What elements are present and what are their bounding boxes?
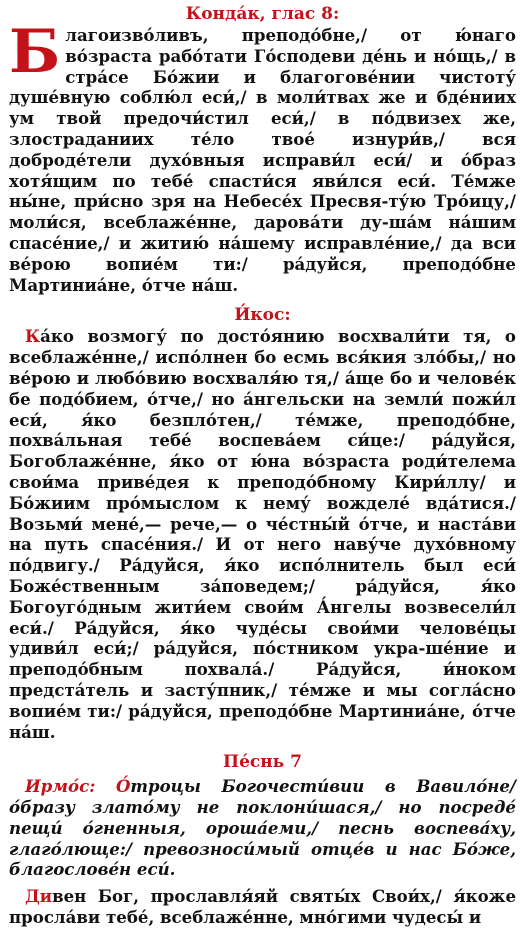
troparion-body: вен Бог, прославля́яй святы́х Свои́х,/ я́коже просла́ви тебе́, всеблаже́нне, мно́гими чудесы́ и [9, 886, 516, 928]
kondak-drop-cap: Б [9, 17, 61, 87]
troparion-initial: Ди [25, 886, 53, 907]
ikos-text [9, 326, 516, 742]
irmos-body: троцы Богочести́вии в Вавило́не/ о́бразу злато́му не поклони́шася,/ но посреде́ пещи́ о́гненныя, ороша́еми,/ песнь воспева́ху, глаго́люще:/ превозноси́мый отце́в и нас Бо́же, благослове́н еси́. [9, 776, 516, 880]
irmos-initial: О́ [115, 776, 131, 797]
ikos-initial: К [25, 326, 41, 347]
irmos-label: Ирмо́с: [25, 776, 96, 797]
troparion-text [9, 886, 516, 928]
song-heading: Пе́снь 7 [223, 752, 302, 773]
ikos-heading: И́кос: [234, 305, 291, 326]
kondak-body: лагоизво́ливъ, преподо́бне,/ от ю́наго во́зраста рабо́тати Го́сподеви де́нь и но́щь,/ в стра́се Бо́жии и благогове́нии чистоту́ душе́вную соблю́л еси́,/ в моли́твах же и бде́ниих ум твой предочи́стил еси́,/ в по́двизех же, злостраданиих те́ло твое́ изнури́в,/ вся доброде́тели духо́вныя исправи́л еси́/ и о́браз хотя́щим по тебе́ спасти́ся яви́лся еси́. Те́мже ны́не, при́сно зря на Небесе́х Пресвя-ту́ю Тро́ицу,/ моли́ся, всеблаже́нне, дарова́ти ду-ша́м на́шим спасе́ние,/ и житию́ на́шему исправле́ние,/ да вси ве́рою вопие́м ти:/ ра́дуйся, преподо́бне Мартиниа́не, о́тче на́ш. [9, 25, 516, 295]
kondak-text [9, 17, 516, 295]
irmos-text [9, 776, 516, 880]
kondak-heading: Конда́к, глас 8: [185, 4, 340, 24]
ikos-body: а́ко возмогу́ по досто́янию восхвали́ти тя, о всеблаже́нне,/ испо́лнен бо есмь вся́кия зло́бы,/ но ве́рою и любо́вию восхваля́ю тя,/ а́ще бо и челове́к бе подо́бием, о́тче,/ но а́нгельски на земли́ пожи́л еси́, я́ко безпло́тен,/ те́мже, преподо́бне, похва́льная тебе́ воспева́ем си́це:/ ра́дуйся, Богоблаже́нне, я́ко от ю́на во́зраста роди́телема свои́ма приве́дея к преподо́бному Кири́ллу/ и Бо́жиим про́мыслом к нему́ вожделе́ вда́тися./ Возьми́ мене́,— рече,— о че́стны́й о́тче, и наста́ви на путь спасе́ния./ И от него наву́че духо́вному по́двигу./ Ра́дуйся, я́ко испо́лнитель был еси́ Боже́ственным за́поведем;/ ра́дуйся, я́ко Богоуго́дным жити́ем свои́м А́нгелы возвесели́л еси́./ Ра́дуйся, я́ко чуде́сы свои́ми челове́цы удиви́л еси́;/ ра́дуйся, по́стником укра-ше́ние и преподо́бным похвала́./ Ра́дуйся, и́ноком предста́тель и засту́пник,/ те́мже и мы согла́сно вопие́м ти:/ ра́дуйся, преподо́бне Мартиниа́не, о́тче на́ш. [9, 326, 516, 742]
